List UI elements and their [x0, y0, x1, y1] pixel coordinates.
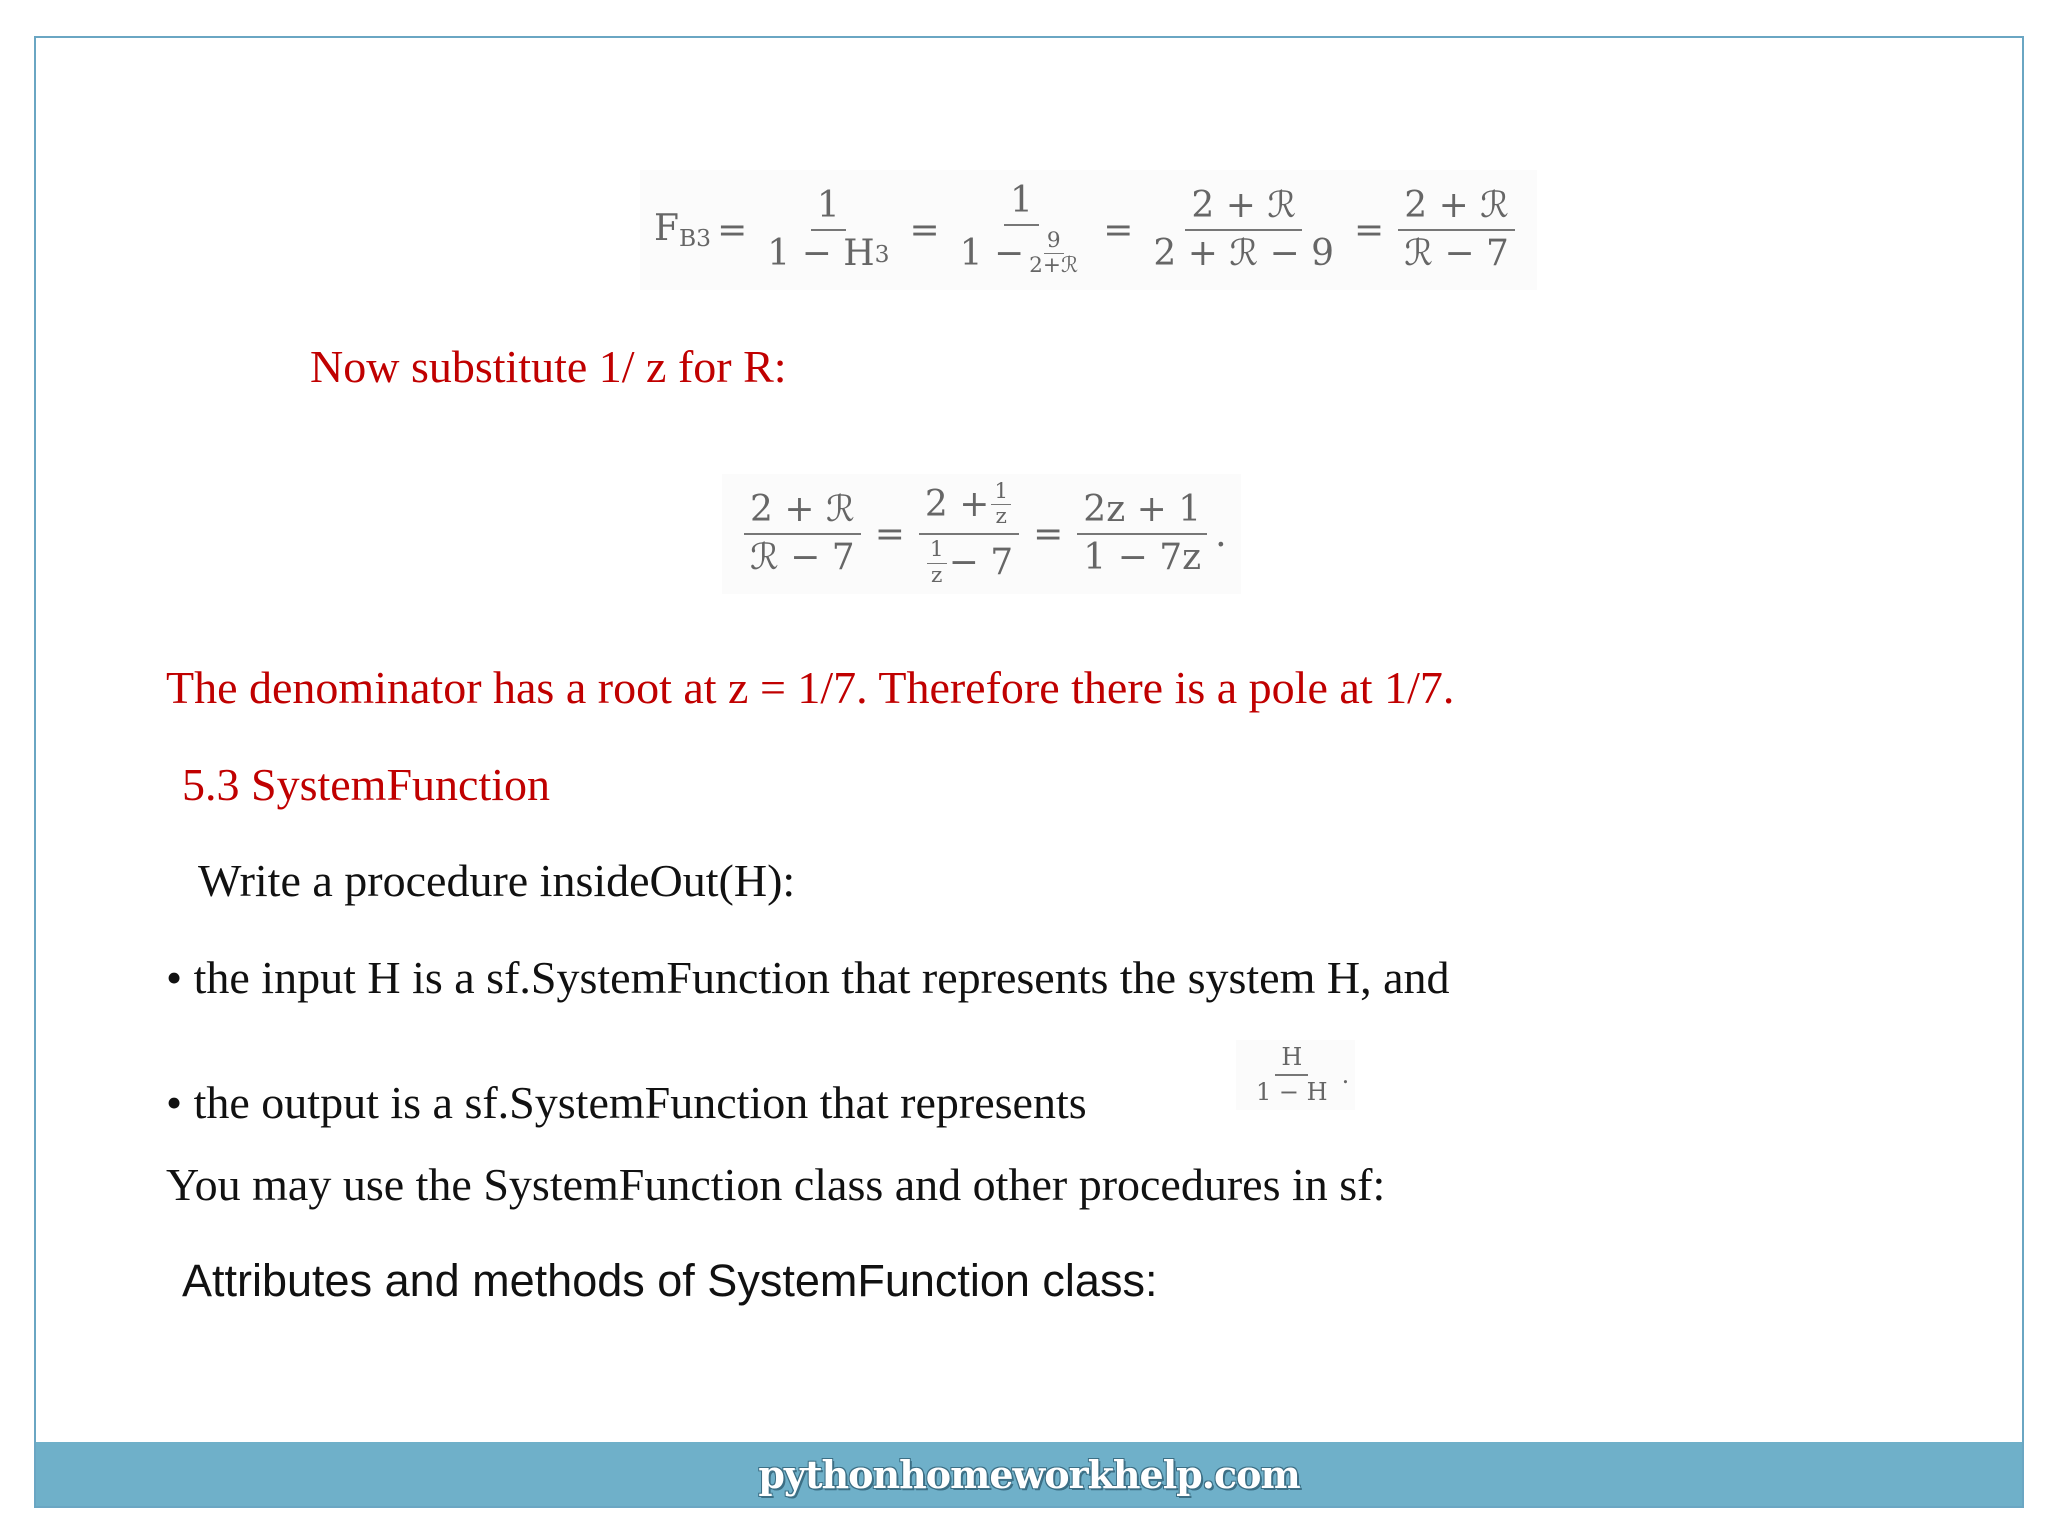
equals-sign: =: [909, 209, 940, 251]
eq1-fraction-4: $\frac{\text{2 + ℛ}}{\text{ℛ − 7}}$: [1398, 187, 1515, 273]
eq1-lhs: $F_{B3}$: [654, 208, 712, 252]
h-fraction-period: .: [1341, 1061, 1350, 1089]
eq1-fraction-2: 1 1 − $\frac{9}{\text{2+ℛ}}$: [954, 182, 1090, 278]
equation-substitution: [722, 474, 1241, 594]
footer-band: [36, 1442, 2022, 1506]
equals-sign: =: [1103, 209, 1134, 251]
eq2-fraction-1: $\frac{\text{2 + ℛ}}{\text{ℛ − 7}}$: [744, 491, 861, 577]
equals-sign: =: [874, 513, 905, 555]
equals-sign: =: [1354, 209, 1385, 251]
bullet-output: • the output is a sf.SystemFunction that represents: [166, 1077, 1087, 1128]
eq2-end-period: .: [1215, 513, 1227, 555]
section-heading: 5.3 SystemFunction: [182, 759, 551, 810]
equation-fb3: [640, 170, 1537, 290]
procedure-instruction: Write a procedure insideOut(H):: [198, 855, 796, 906]
h-fraction: $\frac{H}{1 - H}$: [1256, 1042, 1328, 1106]
eq1-fraction-3: $\frac{\text{2 + ℛ}}{\text{2 + ℛ − 9}}$: [1153, 185, 1335, 274]
eq2-fraction-2: 2 + $\frac{1}{z}$ $\frac{1}{z}$ − 7: [919, 481, 1019, 588]
eq2-fraction-3: $\frac{2z + 1}{1 - 7z}$: [1077, 491, 1207, 577]
eq1-fraction-1: 1 1 − H 3: [767, 185, 890, 274]
footer-website: pythonhomeworkhelp.com: [758, 1451, 1300, 1497]
equals-sign: =: [1033, 513, 1064, 555]
eq2-den-nested-fraction: $\frac{1}{z}$: [927, 539, 947, 587]
bullet-input: • the input H is a sf.SystemFunction that represents the system H, and: [166, 952, 1450, 1003]
substitute-instruction: Now substitute 1/ z for R:: [310, 341, 787, 392]
denominator-root-statement: The denominator has a root at z = 1/7. Therefore there is a pole at 1/7.: [166, 662, 1455, 713]
equals-sign: =: [717, 209, 748, 251]
may-use-note: You may use the SystemFunction class and other procedures in sf:: [166, 1159, 1386, 1210]
formula-h-over-one-minus-h: [1236, 1040, 1355, 1110]
eq2-num-nested-fraction: $\frac{1}{z}$: [991, 481, 1011, 529]
attributes-heading: Attributes and methods of SystemFunction class:: [182, 1255, 1158, 1306]
eq1-nested-fraction: $\frac{9}{\text{2+ℛ}}$: [1029, 227, 1079, 279]
